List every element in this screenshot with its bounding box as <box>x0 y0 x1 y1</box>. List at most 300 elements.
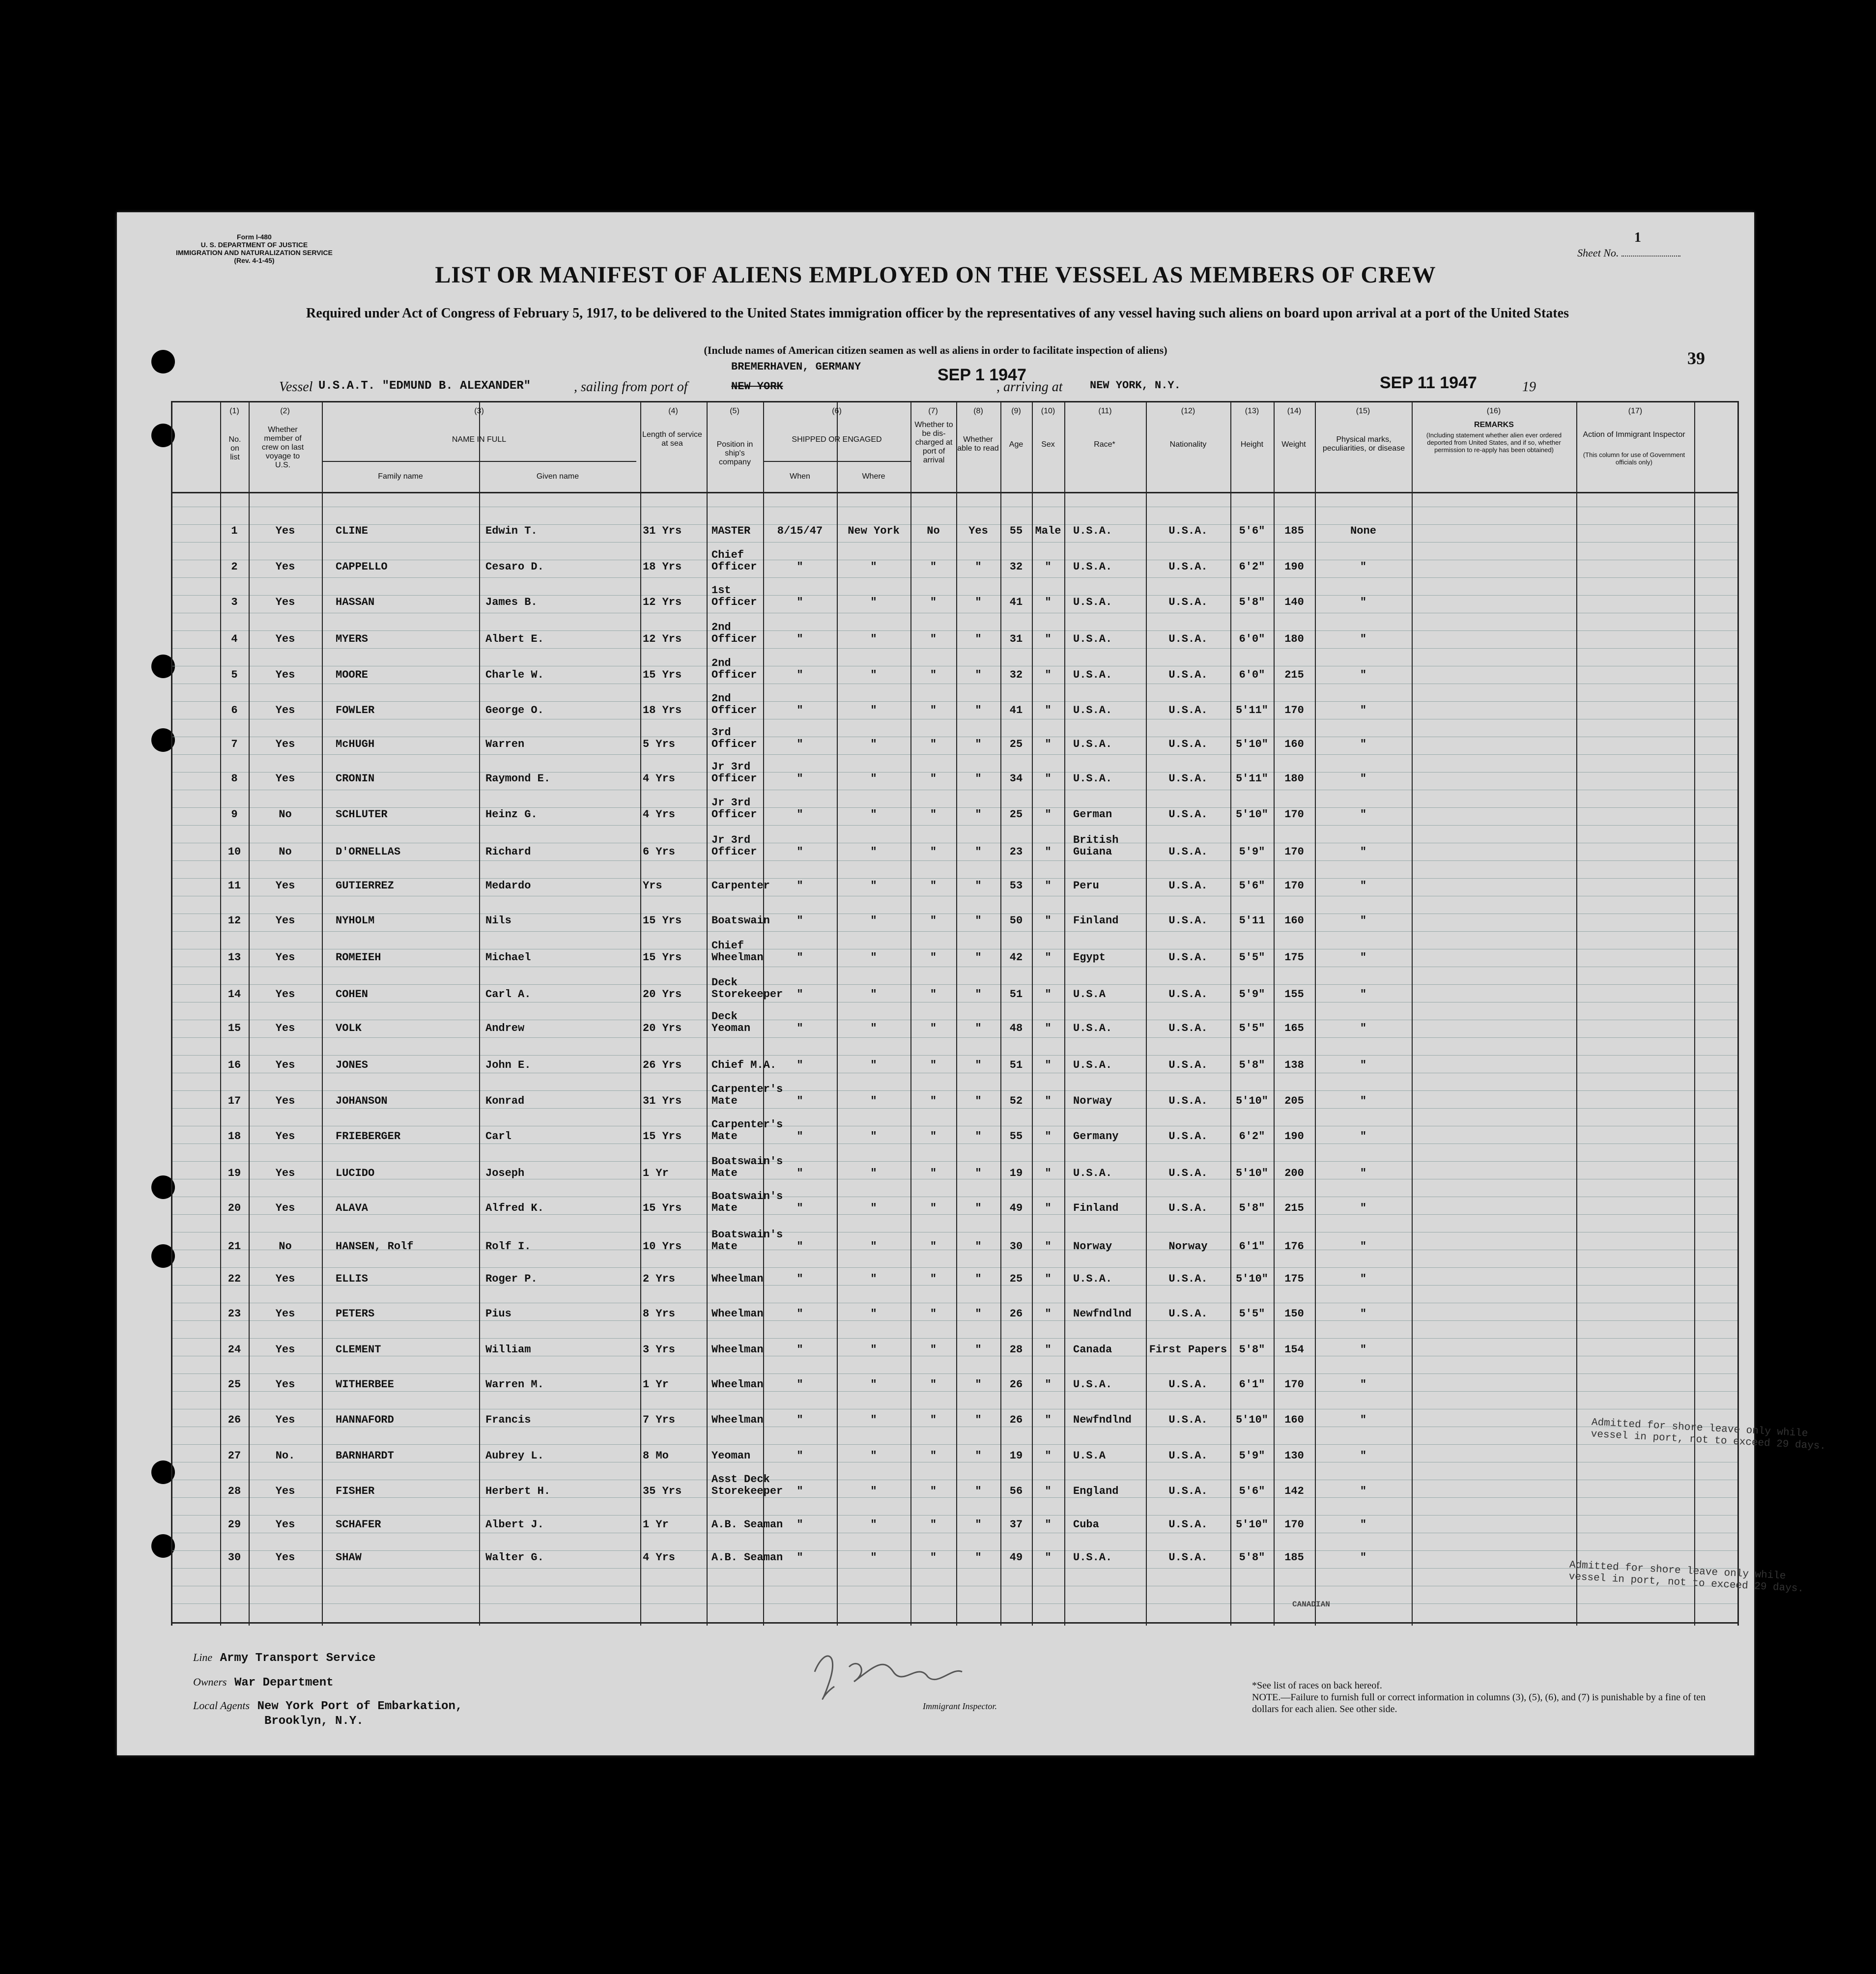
header-weight: Weight <box>1281 440 1306 449</box>
cell-read: " <box>975 1095 982 1107</box>
cell-read: " <box>975 704 982 716</box>
cell-age: 23 <box>1009 846 1023 858</box>
cell-age: 51 <box>1009 1059 1023 1071</box>
cell-position-line2: Officer <box>711 669 757 681</box>
cell-position-line2: Officer <box>711 738 757 750</box>
cell-weight: 155 <box>1284 988 1304 1001</box>
cell-disch: " <box>930 1378 937 1391</box>
cell-age: 52 <box>1009 1095 1023 1107</box>
cell-age: 32 <box>1009 561 1023 573</box>
cell-given: Andrew <box>485 1022 525 1034</box>
cell-sex: " <box>1045 1240 1052 1253</box>
cell-age: 25 <box>1009 738 1023 750</box>
cell-disch: " <box>930 738 937 750</box>
cell-disch: " <box>930 596 937 608</box>
voyage-line <box>117 359 1754 403</box>
remark-row-21: Admitted for shore leave only while vessel in port, not to exceed 29 days. <box>1591 1417 1826 1453</box>
cell-race: U.S.A. <box>1073 1551 1112 1564</box>
cell-age: 41 <box>1009 596 1023 608</box>
cell-service: 1 Yr <box>643 1378 669 1391</box>
cell-no: 18 <box>227 1130 241 1143</box>
cell-nat: U.S.A. <box>1168 846 1208 858</box>
footer-line <box>193 1651 375 1665</box>
cell-nat: U.S.A. <box>1168 1167 1208 1179</box>
cell-nat: U.S.A. <box>1168 704 1208 716</box>
cell-race: U.S.A <box>1073 988 1106 1001</box>
cell-no: 3 <box>231 596 238 608</box>
arrival-date-stamp: SEP 11 1947 <box>1380 373 1477 392</box>
cell-nat: U.S.A. <box>1168 1450 1208 1462</box>
cell-read: " <box>975 669 982 681</box>
cell-age: 56 <box>1009 1485 1023 1497</box>
cell-nat: U.S.A. <box>1168 1308 1208 1320</box>
cell-weight: 185 <box>1284 525 1304 537</box>
cell-last: Yes <box>275 633 295 645</box>
cell-sex: " <box>1045 1308 1052 1320</box>
cell-family: MOORE <box>336 669 369 681</box>
cell-disch: " <box>930 561 937 573</box>
cell-service: 5 Yrs <box>643 738 676 750</box>
cell-sex: " <box>1045 1344 1052 1356</box>
cell-disch: " <box>930 1485 937 1497</box>
cell-last: No <box>279 1240 292 1253</box>
cell-age: 31 <box>1009 633 1023 645</box>
cell-height: 5'5" <box>1239 1022 1265 1034</box>
cell-sex: " <box>1045 1450 1052 1462</box>
cell-no: 29 <box>227 1518 241 1531</box>
cell-position-line1: 3rd <box>711 726 731 739</box>
cell-weight: 165 <box>1284 1022 1304 1034</box>
column-number: (8) <box>973 407 983 415</box>
cell-service: 15 Yrs <box>643 951 682 964</box>
cell-read: " <box>975 988 982 1001</box>
cell-age: 55 <box>1009 1130 1023 1143</box>
cell-last: Yes <box>275 915 295 927</box>
cell-last: Yes <box>275 988 295 1001</box>
cell-position-line1: Chief <box>711 940 744 952</box>
cell-race: U.S.A. <box>1073 704 1112 716</box>
document-title: LIST OR MANIFEST OF ALIENS EMPLOYED ON THE VESSEL AS MEMBERS OF CREW <box>435 262 1436 288</box>
cell-family: JOHANSON <box>336 1095 388 1107</box>
cell-weight: 170 <box>1284 880 1304 892</box>
cell-disch: " <box>930 1551 937 1564</box>
cell-position-line2: Wheelman <box>711 1378 764 1391</box>
owners-value: War Department <box>234 1676 334 1689</box>
cell-family: SHAW <box>336 1551 362 1564</box>
cell-height: 6'0" <box>1239 633 1265 645</box>
cell-family: COHEN <box>336 988 369 1001</box>
cell-last: Yes <box>275 772 295 785</box>
cell-nat: U.S.A. <box>1168 1378 1208 1391</box>
cell-marks: " <box>1360 951 1367 964</box>
cell-when: " <box>796 1022 803 1034</box>
cell-weight: 180 <box>1284 633 1304 645</box>
cell-weight: 175 <box>1284 1273 1304 1285</box>
cell-read: " <box>975 1240 982 1253</box>
cell-family: VOLK <box>336 1022 362 1034</box>
cell-position-line2: A.B. Seaman <box>711 1551 783 1564</box>
cell-disch: " <box>930 846 937 858</box>
cell-position-line1: Carpenter's <box>711 1083 783 1095</box>
cell-given: Rolf I. <box>485 1240 531 1253</box>
vessel-name: U.S.A.T. "EDMUND B. ALEXANDER" <box>318 379 531 393</box>
cell-race: U.S.A. <box>1073 1378 1112 1391</box>
cell-where: " <box>870 951 877 964</box>
cell-age: 19 <box>1009 1450 1023 1462</box>
cell-nat: U.S.A. <box>1168 1059 1208 1071</box>
cell-position-line2: Officer <box>711 561 757 573</box>
cell-where: " <box>870 772 877 785</box>
cell-race: U.S.A. <box>1073 669 1112 681</box>
cell-when: " <box>796 988 803 1001</box>
corner-number: 39 <box>1687 348 1705 368</box>
cell-height: 5'10" <box>1235 1414 1268 1426</box>
cell-marks: " <box>1360 1414 1367 1426</box>
cell-disch: " <box>930 1518 937 1531</box>
cell-read: " <box>975 738 982 750</box>
arrival-port: NEW YORK, N.Y. <box>1090 379 1181 392</box>
cell-last: No <box>279 808 292 821</box>
cell-weight: 170 <box>1284 1378 1304 1391</box>
cell-race: Finland <box>1073 915 1119 927</box>
cell-marks: " <box>1360 1518 1367 1531</box>
vessel-label: Vessel <box>279 379 313 395</box>
cell-family: ELLIS <box>336 1273 369 1285</box>
cell-when: " <box>796 1414 803 1426</box>
cell-position-line2: Yeoman <box>711 1022 751 1034</box>
cell-sex: " <box>1045 561 1052 573</box>
cell-when: " <box>796 1551 803 1564</box>
cell-no: 19 <box>227 1167 241 1179</box>
cell-when: " <box>796 704 803 716</box>
cell-sex: " <box>1045 669 1052 681</box>
cell-marks: " <box>1360 1551 1367 1564</box>
cell-given: Herbert H. <box>485 1485 551 1497</box>
cell-nat: U.S.A. <box>1168 1551 1208 1564</box>
cell-height: 5'10" <box>1235 1095 1268 1107</box>
cell-race: England <box>1073 1485 1119 1497</box>
cell-sex: " <box>1045 596 1052 608</box>
cell-height: 5'8" <box>1239 596 1265 608</box>
cell-where: " <box>870 738 877 750</box>
cell-age: 25 <box>1009 808 1023 821</box>
cell-last: Yes <box>275 1202 295 1214</box>
cell-nat: U.S.A. <box>1168 1130 1208 1143</box>
cell-last: Yes <box>275 951 295 964</box>
header-action-inspector: Action of Immigrant Inspector <box>1583 430 1685 439</box>
cell-when: " <box>796 1059 803 1071</box>
cell-weight: 160 <box>1284 1414 1304 1426</box>
cell-marks: " <box>1360 1130 1367 1143</box>
cell-where: " <box>870 1518 877 1531</box>
cell-last: Yes <box>275 1551 295 1564</box>
cell-position-line2: Wheelman <box>711 1414 764 1426</box>
cell-where: " <box>870 1059 877 1071</box>
sheet-number-label: Sheet No. <box>1577 247 1680 259</box>
cell-family: HANNAFORD <box>336 1414 394 1426</box>
cell-last: Yes <box>275 1344 295 1356</box>
cell-last: Yes <box>275 561 295 573</box>
races-note: *See list of races on back hereof. <box>1252 1680 1382 1691</box>
cell-height: 5'11 <box>1239 915 1265 927</box>
cell-marks: " <box>1360 1344 1367 1356</box>
cell-when: " <box>796 1273 803 1285</box>
cell-disch: " <box>930 951 937 964</box>
cell-no: 6 <box>231 704 238 716</box>
cell-sex: " <box>1045 951 1052 964</box>
cell-no: 10 <box>227 846 241 858</box>
cell-weight: 170 <box>1284 808 1304 821</box>
header-last-voyage: Whether member of crew on last voyage to U.S. <box>261 426 304 469</box>
cell-race: Newfndlnd <box>1073 1308 1132 1320</box>
cell-age: 19 <box>1009 1167 1023 1179</box>
cell-where: " <box>870 1308 877 1320</box>
cell-given: John E. <box>485 1059 531 1071</box>
cell-sex: " <box>1045 1273 1052 1285</box>
cell-read: " <box>975 561 982 573</box>
cell-service: 2 Yrs <box>643 1273 676 1285</box>
cell-service: 1 Yr <box>643 1167 669 1179</box>
cell-when: " <box>796 561 803 573</box>
cell-weight: 130 <box>1284 1450 1304 1462</box>
cell-no: 27 <box>227 1450 241 1462</box>
header-given-name: Given name <box>536 472 579 481</box>
cell-where: " <box>870 880 877 892</box>
cell-no: 7 <box>231 738 238 750</box>
cell-given: Aubrey L. <box>485 1450 544 1462</box>
cell-position-line2: Mate <box>711 1095 738 1107</box>
cell-given: Medardo <box>485 880 531 892</box>
cell-race: Norway <box>1073 1240 1112 1253</box>
cell-nat: U.S.A. <box>1168 1273 1208 1285</box>
cell-sex: " <box>1045 880 1052 892</box>
cell-race: Canada <box>1073 1344 1112 1356</box>
cell-read: " <box>975 1378 982 1391</box>
column-number: (5) <box>730 407 739 415</box>
cell-weight: 154 <box>1284 1344 1304 1356</box>
cell-age: 41 <box>1009 704 1023 716</box>
cell-nat: U.S.A. <box>1168 525 1208 537</box>
cell-disch: No <box>927 525 940 537</box>
header-nationality: Nationality <box>1169 440 1207 449</box>
cell-sex: " <box>1045 1022 1052 1034</box>
manifest-sheet <box>117 212 1826 1755</box>
include-note: (Include names of American citizen seamen as well as aliens in order to facilitate inspection of aliens) <box>704 344 1167 356</box>
cell-age: 34 <box>1009 772 1023 785</box>
cell-marks: " <box>1360 1202 1367 1214</box>
cell-position-line1: Deck <box>711 976 738 989</box>
cell-sex: " <box>1045 1202 1052 1214</box>
cell-nat: U.S.A. <box>1168 808 1208 821</box>
cell-where: " <box>870 1344 877 1356</box>
cell-no: 23 <box>227 1308 241 1320</box>
cell-disch: " <box>930 1022 937 1034</box>
header-age: Age <box>1009 440 1023 449</box>
cell-service: 4 Yrs <box>643 1551 676 1564</box>
cell-position-line2: Mate <box>711 1167 738 1179</box>
cell-race: Cuba <box>1073 1518 1099 1531</box>
cell-family: CLINE <box>336 525 369 537</box>
cell-race: U.S.A <box>1073 1450 1106 1462</box>
cell-read: " <box>975 1273 982 1285</box>
cell-nat: U.S.A. <box>1168 561 1208 573</box>
cell-race: U.S.A. <box>1073 1167 1112 1179</box>
cell-weight: 200 <box>1284 1167 1304 1179</box>
cell-age: 49 <box>1009 1202 1023 1214</box>
cell-race: German <box>1073 808 1112 821</box>
cell-height: 5'6" <box>1239 525 1265 537</box>
cell-marks: " <box>1360 880 1367 892</box>
cell-where: New York <box>848 525 900 537</box>
cell-height: 6'2" <box>1239 561 1265 573</box>
cell-service: 7 Yrs <box>643 1414 676 1426</box>
cell-nat: U.S.A. <box>1168 880 1208 892</box>
cell-where: " <box>870 846 877 858</box>
cell-read: Yes <box>968 525 988 537</box>
cell-service: 26 Yrs <box>643 1059 682 1071</box>
cell-last: Yes <box>275 669 295 681</box>
cell-disch: " <box>930 1308 937 1320</box>
cell-where: " <box>870 1130 877 1143</box>
cell-service: 1 Yr <box>643 1518 669 1531</box>
cell-last: Yes <box>275 1378 295 1391</box>
cell-height: 6'1" <box>1239 1378 1265 1391</box>
cell-no: 5 <box>231 669 238 681</box>
service-name: IMMIGRATION AND NATURALIZATION SERVICE <box>176 249 333 257</box>
cell-family: GUTIERREZ <box>336 880 394 892</box>
cell-last: No <box>279 846 292 858</box>
cell-race: Peru <box>1073 880 1099 892</box>
cell-position-line2: Wheelman <box>711 951 764 964</box>
cell-position-line1: 2nd <box>711 657 731 669</box>
header-race: Race* <box>1094 440 1115 449</box>
header-remarks: REMARKS <box>1474 421 1514 429</box>
footer-owners <box>193 1676 334 1689</box>
cell-no: 24 <box>227 1344 241 1356</box>
cell-disch: " <box>930 1414 937 1426</box>
cell-given: Carl A. <box>485 988 531 1001</box>
cell-given: Warren M. <box>485 1378 544 1391</box>
cell-age: 48 <box>1009 1022 1023 1034</box>
cell-position-line1: Carpenter's <box>711 1118 783 1131</box>
cell-height: 5'11" <box>1235 704 1268 716</box>
cell-position-line1: Asst Deck <box>711 1473 770 1486</box>
cell-when: " <box>796 1308 803 1320</box>
cell-given: Francis <box>485 1414 531 1426</box>
cell-disch: " <box>930 772 937 785</box>
cell-no: 9 <box>231 808 238 821</box>
cell-family: SCHAFER <box>336 1518 381 1531</box>
cell-sex: " <box>1045 808 1052 821</box>
cell-weight: 138 <box>1284 1059 1304 1071</box>
cell-when: " <box>796 633 803 645</box>
cell-weight: 180 <box>1284 772 1304 785</box>
cell-where: " <box>870 1485 877 1497</box>
header-name-in-full: NAME IN FULL <box>452 435 507 444</box>
cell-read: " <box>975 1518 982 1531</box>
cell-nat: U.S.A. <box>1168 1518 1208 1531</box>
cell-position-line2: Storekeeper <box>711 988 783 1001</box>
cell-height: 5'9" <box>1239 988 1265 1001</box>
cell-height: 5'10" <box>1235 738 1268 750</box>
cell-nat: U.S.A. <box>1168 669 1208 681</box>
cell-marks: " <box>1360 1095 1367 1107</box>
cell-race: British <box>1073 834 1119 846</box>
cell-position-line2: Officer <box>711 772 757 785</box>
cell-given: Charle W. <box>485 669 544 681</box>
cell-family: JONES <box>336 1059 369 1071</box>
cell-age: 37 <box>1009 1518 1023 1531</box>
cell-position-line2: Mate <box>711 1130 738 1143</box>
column-number: (3) <box>474 407 484 415</box>
cell-disch: " <box>930 880 937 892</box>
cell-family: FRIEBERGER <box>336 1130 401 1143</box>
cell-marks: None <box>1350 525 1376 537</box>
header-no: No. on list <box>228 435 241 461</box>
header-discharged: Whether to be dis-charged at port of arrival <box>914 421 953 464</box>
cell-where: " <box>870 596 877 608</box>
cell-family: HANSEN, Rolf <box>336 1240 414 1253</box>
cell-race-line2: Guiana <box>1073 846 1112 858</box>
requirement-text: Required under Act of Congress of February 5, 1917, to be delivered to the United States immigration officer by the representatives of any vessel having such aliens on board upon arrival at a port of the United States <box>306 306 1569 321</box>
cell-age: 30 <box>1009 1240 1023 1253</box>
column-number: (17) <box>1628 407 1643 415</box>
cell-service: 6 Yrs <box>643 846 676 858</box>
cell-marks: " <box>1360 561 1367 573</box>
header-shipped-engaged: SHIPPED OR ENGAGED <box>792 435 882 444</box>
cell-when: 8/15/47 <box>777 525 823 537</box>
column-number: (16) <box>1486 407 1501 415</box>
cell-race: Norway <box>1073 1095 1112 1107</box>
cell-family: FOWLER <box>336 704 375 716</box>
cell-where: " <box>870 1414 877 1426</box>
cell-service: 20 Yrs <box>643 988 682 1001</box>
cell-service: 18 Yrs <box>643 704 682 716</box>
cell-family: FISHER <box>336 1485 375 1497</box>
cell-family: CRONIN <box>336 772 375 785</box>
cell-family: ALAVA <box>336 1202 369 1214</box>
cell-last: Yes <box>275 596 295 608</box>
cell-disch: " <box>930 1059 937 1071</box>
cell-sex: " <box>1045 1167 1052 1179</box>
cell-weight: 170 <box>1284 1518 1304 1531</box>
cell-marks: " <box>1360 633 1367 645</box>
cell-sex: " <box>1045 1518 1052 1531</box>
cell-given: George O. <box>485 704 544 716</box>
cell-no: 30 <box>227 1551 241 1564</box>
cell-family: McHUGH <box>336 738 375 750</box>
column-number: (13) <box>1245 407 1259 415</box>
cell-disch: " <box>930 915 937 927</box>
cell-marks: " <box>1360 846 1367 858</box>
cell-position-line2: Mate <box>711 1240 738 1253</box>
arriving-label: , arriving at <box>996 379 1063 395</box>
cell-position-line2: Wheelman <box>711 1308 764 1320</box>
cell-marks: " <box>1360 808 1367 821</box>
cell-weight: 190 <box>1284 561 1304 573</box>
cell-weight: 215 <box>1284 669 1304 681</box>
cell-given: Michael <box>485 951 531 964</box>
cell-last: Yes <box>275 1308 295 1320</box>
cell-last: Yes <box>275 704 295 716</box>
cell-last: Yes <box>275 1095 295 1107</box>
cell-race: Finland <box>1073 1202 1119 1214</box>
cell-service: 3 Yrs <box>643 1344 676 1356</box>
cell-weight: 142 <box>1284 1485 1304 1497</box>
cell-where: " <box>870 1551 877 1564</box>
cell-age: 55 <box>1009 525 1023 537</box>
cell-when: " <box>796 1378 803 1391</box>
